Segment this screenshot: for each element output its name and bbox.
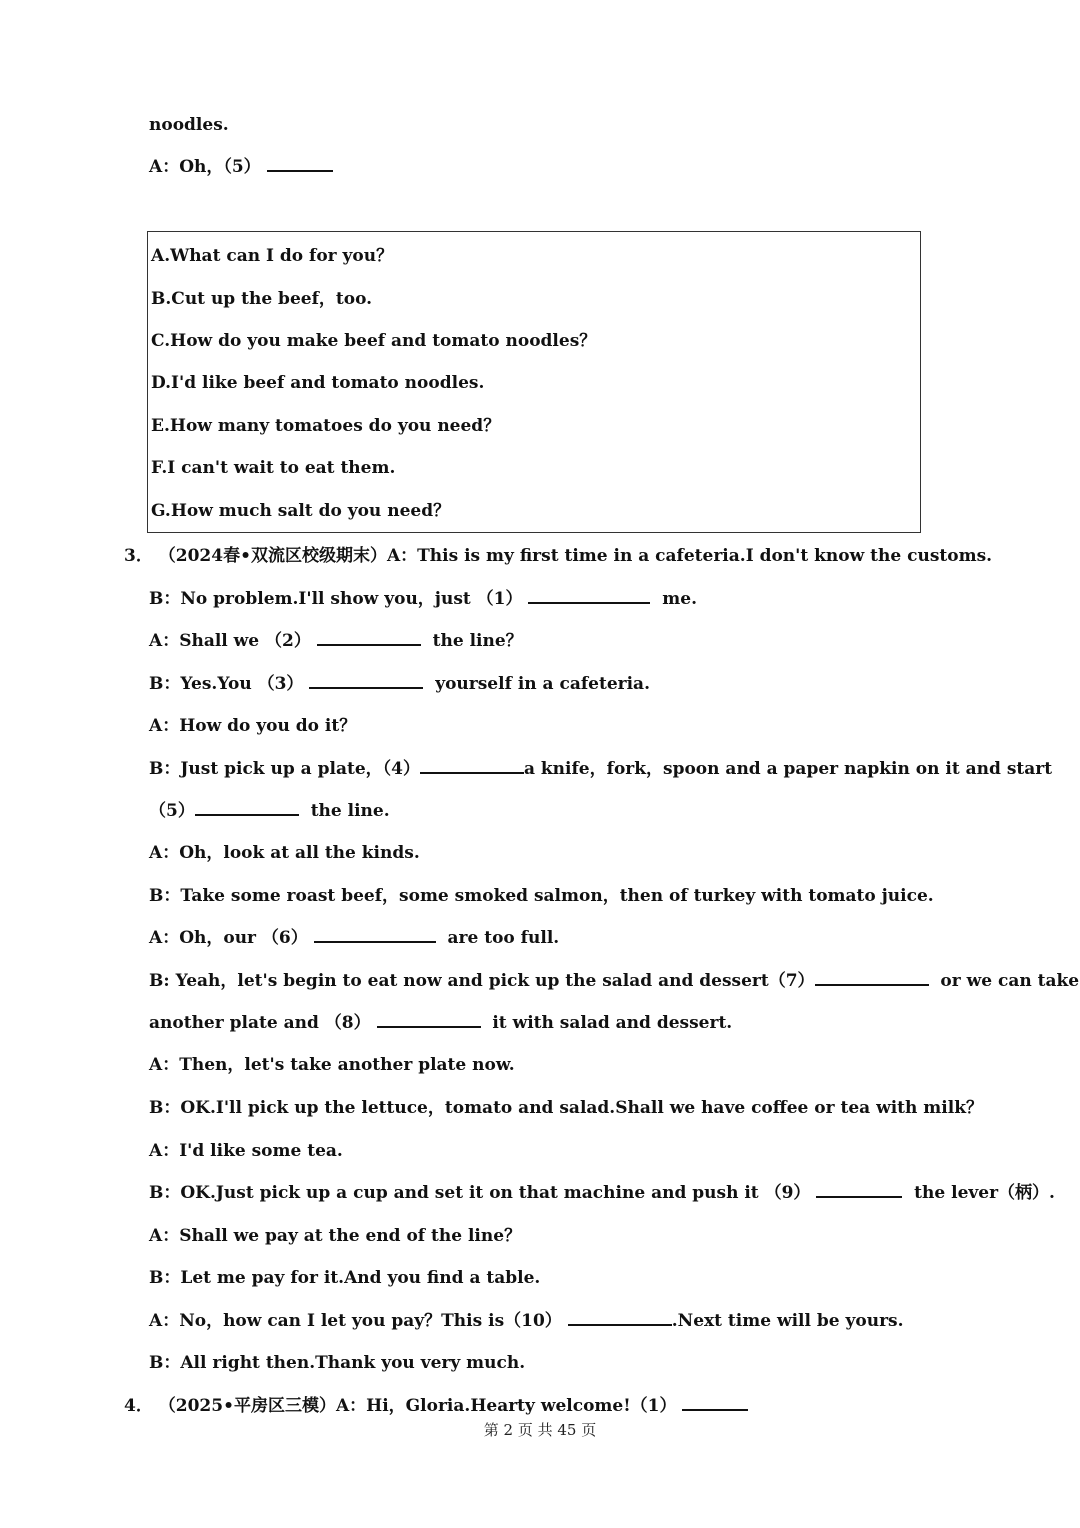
- page-footer: 第 2 页 共 45 页: [483, 1421, 597, 1439]
- options-box: [147, 231, 921, 533]
- option-f: F.I can't wait to eat them.: [151, 458, 396, 478]
- dialogue-line: B: Yeah，let's begin to eat now and pick up the salad and dessert（7） or we can take: [149, 971, 1080, 991]
- answer-blank[interactable]: [682, 1395, 748, 1411]
- answer-blank-6[interactable]: [314, 927, 436, 943]
- option-b: B.Cut up the beef，too.: [151, 289, 373, 309]
- option-d: D.I'd like beef and tomato noodles.: [151, 373, 485, 393]
- dialogue-line: B：Yes.You （3） yourself in a cafeteria.: [149, 674, 650, 694]
- dialogue-line: B：All right then.Thank you very much.: [149, 1353, 526, 1373]
- answer-blank-3[interactable]: [309, 673, 423, 689]
- option-a: A.What can I do for you？: [151, 246, 394, 266]
- answer-blank-5[interactable]: [195, 800, 299, 816]
- answer-blank-2[interactable]: [317, 630, 421, 646]
- answer-blank-1[interactable]: [528, 588, 650, 604]
- dialogue-line: B：OK.Just pick up a cup and set it on that machine and push it （9） the lever（柄）.: [149, 1183, 1055, 1203]
- answer-blank-9[interactable]: [816, 1182, 902, 1198]
- dialogue-line: A：I'd like some tea.: [149, 1141, 343, 1161]
- answer-blank-7[interactable]: [815, 970, 929, 986]
- dialogue-line: B：No problem.I'll show you，just （1） me.: [149, 589, 697, 609]
- question-number: 4．: [124, 1396, 153, 1416]
- question-4-header: 4． （2025•平房区三模）A：Hi，Gloria.Hearty welcome!（1）: [124, 1395, 748, 1417]
- dialogue-line: A：Shall we pay at the end of the line？: [149, 1226, 522, 1246]
- answer-blank[interactable]: [267, 156, 333, 172]
- question-number: 3．: [124, 546, 153, 566]
- dialogue-line: A：Then，let's take another plate now.: [149, 1055, 515, 1075]
- dialogue-line: A：Oh，our （6） are too full.: [149, 928, 560, 948]
- dialogue-line: （5） the line.: [149, 801, 390, 821]
- answer-blank-8[interactable]: [377, 1012, 481, 1028]
- dialogue-line: B：Take some roast beef，some smoked salmon，then of turkey with tomato juice.: [149, 886, 934, 906]
- dialogue-line: A：How do you do it？: [149, 716, 357, 736]
- dialogue-line: B：Let me pay for it.And you find a table.: [149, 1268, 541, 1288]
- dialogue-line: B：OK.I'll pick up the lettuce，tomato and salad.Shall we have coffee or tea with milk？: [149, 1098, 983, 1118]
- option-e: E.How many tomatoes do you need？: [151, 416, 501, 436]
- dialogue-line: A：Shall we （2） the line？: [149, 631, 523, 651]
- dialogue-line: another plate and （8） it with salad and dessert.: [149, 1013, 733, 1033]
- answer-blank-10[interactable]: [568, 1310, 672, 1326]
- question-3-header: 3． （2024春•双流区校级期末）A：This is my first time in a cafeteria.I don't know the customs.: [124, 546, 993, 566]
- dialogue-line: A：Oh，（5）: [149, 156, 333, 178]
- option-g: G.How much salt do you need？: [151, 501, 451, 521]
- dialogue-line: A：Oh，look at all the kinds.: [149, 843, 420, 863]
- dialogue-line: B：Just pick up a plate，（4） a knife，fork，spoon and a paper napkin on it and start: [149, 759, 1053, 779]
- dialogue-line: noodles.: [149, 115, 229, 135]
- answer-blank-4[interactable]: [420, 758, 524, 774]
- dialogue-line: A：No，how can I let you pay？This is（10） .Next time will be yours.: [149, 1311, 904, 1331]
- option-c: C.How do you make beef and tomato noodles？: [151, 331, 597, 351]
